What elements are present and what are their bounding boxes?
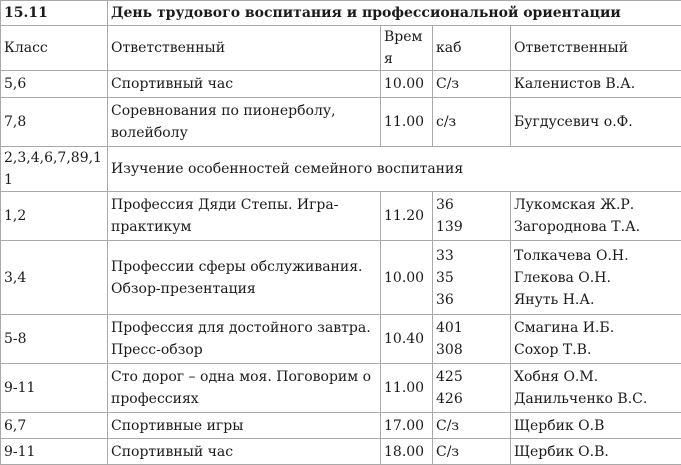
room-cell xyxy=(433,413,511,439)
table-row xyxy=(1,98,681,147)
column-header-row xyxy=(1,26,681,71)
room-cell xyxy=(433,71,511,98)
room-number: 425 xyxy=(436,366,507,388)
class-cell: 7,8 xyxy=(1,98,108,147)
room-cell xyxy=(433,364,511,413)
room-number: 36 xyxy=(436,289,507,311)
room-number: 36 xyxy=(436,194,507,216)
teacher-name: Глекова О.Н. xyxy=(514,267,678,289)
table-row xyxy=(1,315,681,364)
table-row xyxy=(1,71,681,98)
class-cell: 3,4 xyxy=(1,241,108,315)
time-cell: 10.00 xyxy=(381,71,433,98)
room-cell xyxy=(433,315,511,364)
column-header-teacher: Ответственный xyxy=(511,26,681,71)
room-number: С/з xyxy=(436,415,507,437)
activity-cell: Соревнования по пионерболу, волейболу xyxy=(108,98,381,147)
teacher-cell xyxy=(511,98,681,147)
class-cell: 9-11 xyxy=(1,439,108,465)
activity-cell: Изучение особенностей семейного воспитания xyxy=(108,147,681,192)
date-cell: 15.11 xyxy=(1,1,108,26)
room-number: С/з xyxy=(436,73,507,95)
activity-cell: Профессия для достойного завтра. Пресс-обзор xyxy=(108,315,381,364)
time-cell: 11.00 xyxy=(381,364,433,413)
room-cell xyxy=(433,98,511,147)
class-cell: 1,2 xyxy=(1,192,108,241)
column-header-room: каб xyxy=(433,26,511,71)
activity-cell: Сто дорог – одна моя. Поговорим о профессиях xyxy=(108,364,381,413)
teacher-name: Лукомская Ж.Р. xyxy=(514,194,678,216)
table-row xyxy=(1,364,681,413)
class-cell: 5-8 xyxy=(1,315,108,364)
time-cell: 10.00 xyxy=(381,241,433,315)
teacher-cell xyxy=(511,364,681,413)
activity-cell: Спортивный час xyxy=(108,439,381,465)
room-number: 401 xyxy=(436,317,507,339)
class-cell: 6,7 xyxy=(1,413,108,439)
column-header-responsible: Ответственный xyxy=(108,26,381,71)
time-cell: 11.20 xyxy=(381,192,433,241)
room-number: 426 xyxy=(436,388,507,410)
column-header-time: Время xyxy=(381,26,433,71)
teacher-cell xyxy=(511,241,681,315)
teacher-name: Загороднова Т.А. xyxy=(514,216,678,238)
room-cell xyxy=(433,192,511,241)
teacher-cell xyxy=(511,439,681,465)
room-cell xyxy=(433,439,511,465)
time-cell: 11.00 xyxy=(381,98,433,147)
activity-cell: Профессии сферы обслуживания. Обзор-презентация xyxy=(108,241,381,315)
teacher-name: Данильченко В.С. xyxy=(514,388,678,410)
teacher-name: Щербик О.В. xyxy=(514,441,678,463)
teacher-name: Сохор Т.В. xyxy=(514,339,678,361)
activity-cell: Спортивные игры xyxy=(108,413,381,439)
activity-cell: Спортивный час xyxy=(108,71,381,98)
teacher-cell xyxy=(511,315,681,364)
room-number: 139 xyxy=(436,216,507,238)
teacher-cell xyxy=(511,192,681,241)
table-row xyxy=(1,241,681,315)
title-row xyxy=(1,1,681,26)
column-header-class: Класс xyxy=(1,26,108,71)
class-cell: 9-11 xyxy=(1,364,108,413)
time-cell: 17.00 xyxy=(381,413,433,439)
room-number: 33 xyxy=(436,245,507,267)
time-cell: 18.00 xyxy=(381,439,433,465)
time-cell: 10.40 xyxy=(381,315,433,364)
room-number: С/з xyxy=(436,441,507,463)
room-number: 308 xyxy=(436,339,507,361)
teacher-cell xyxy=(511,71,681,98)
class-cell: 2,3,4,6,7,89,11 xyxy=(1,147,108,192)
teacher-name: Януть Н.А. xyxy=(514,289,678,311)
teacher-cell xyxy=(511,413,681,439)
class-cell: 5,6 xyxy=(1,71,108,98)
teacher-name: Хобня О.М. xyxy=(514,366,678,388)
room-cell xyxy=(433,241,511,315)
teacher-name: Бугдусевич о.Ф. xyxy=(514,111,678,133)
teacher-name: Щербик О.В xyxy=(514,415,678,437)
room-number: с/з xyxy=(436,111,507,133)
table-row xyxy=(1,147,681,192)
room-number: 35 xyxy=(436,267,507,289)
activity-cell: Профессия Дяди Степы. Игра-практикум xyxy=(108,192,381,241)
teacher-name: Каленистов В.А. xyxy=(514,73,678,95)
table-row xyxy=(1,192,681,241)
table-row xyxy=(1,413,681,439)
day-title: День трудового воспитания и профессиональной ориентации xyxy=(108,1,681,26)
table-row xyxy=(1,439,681,465)
teacher-name: Смагина И.Б. xyxy=(514,317,678,339)
teacher-name: Толкачева О.Н. xyxy=(514,245,678,267)
